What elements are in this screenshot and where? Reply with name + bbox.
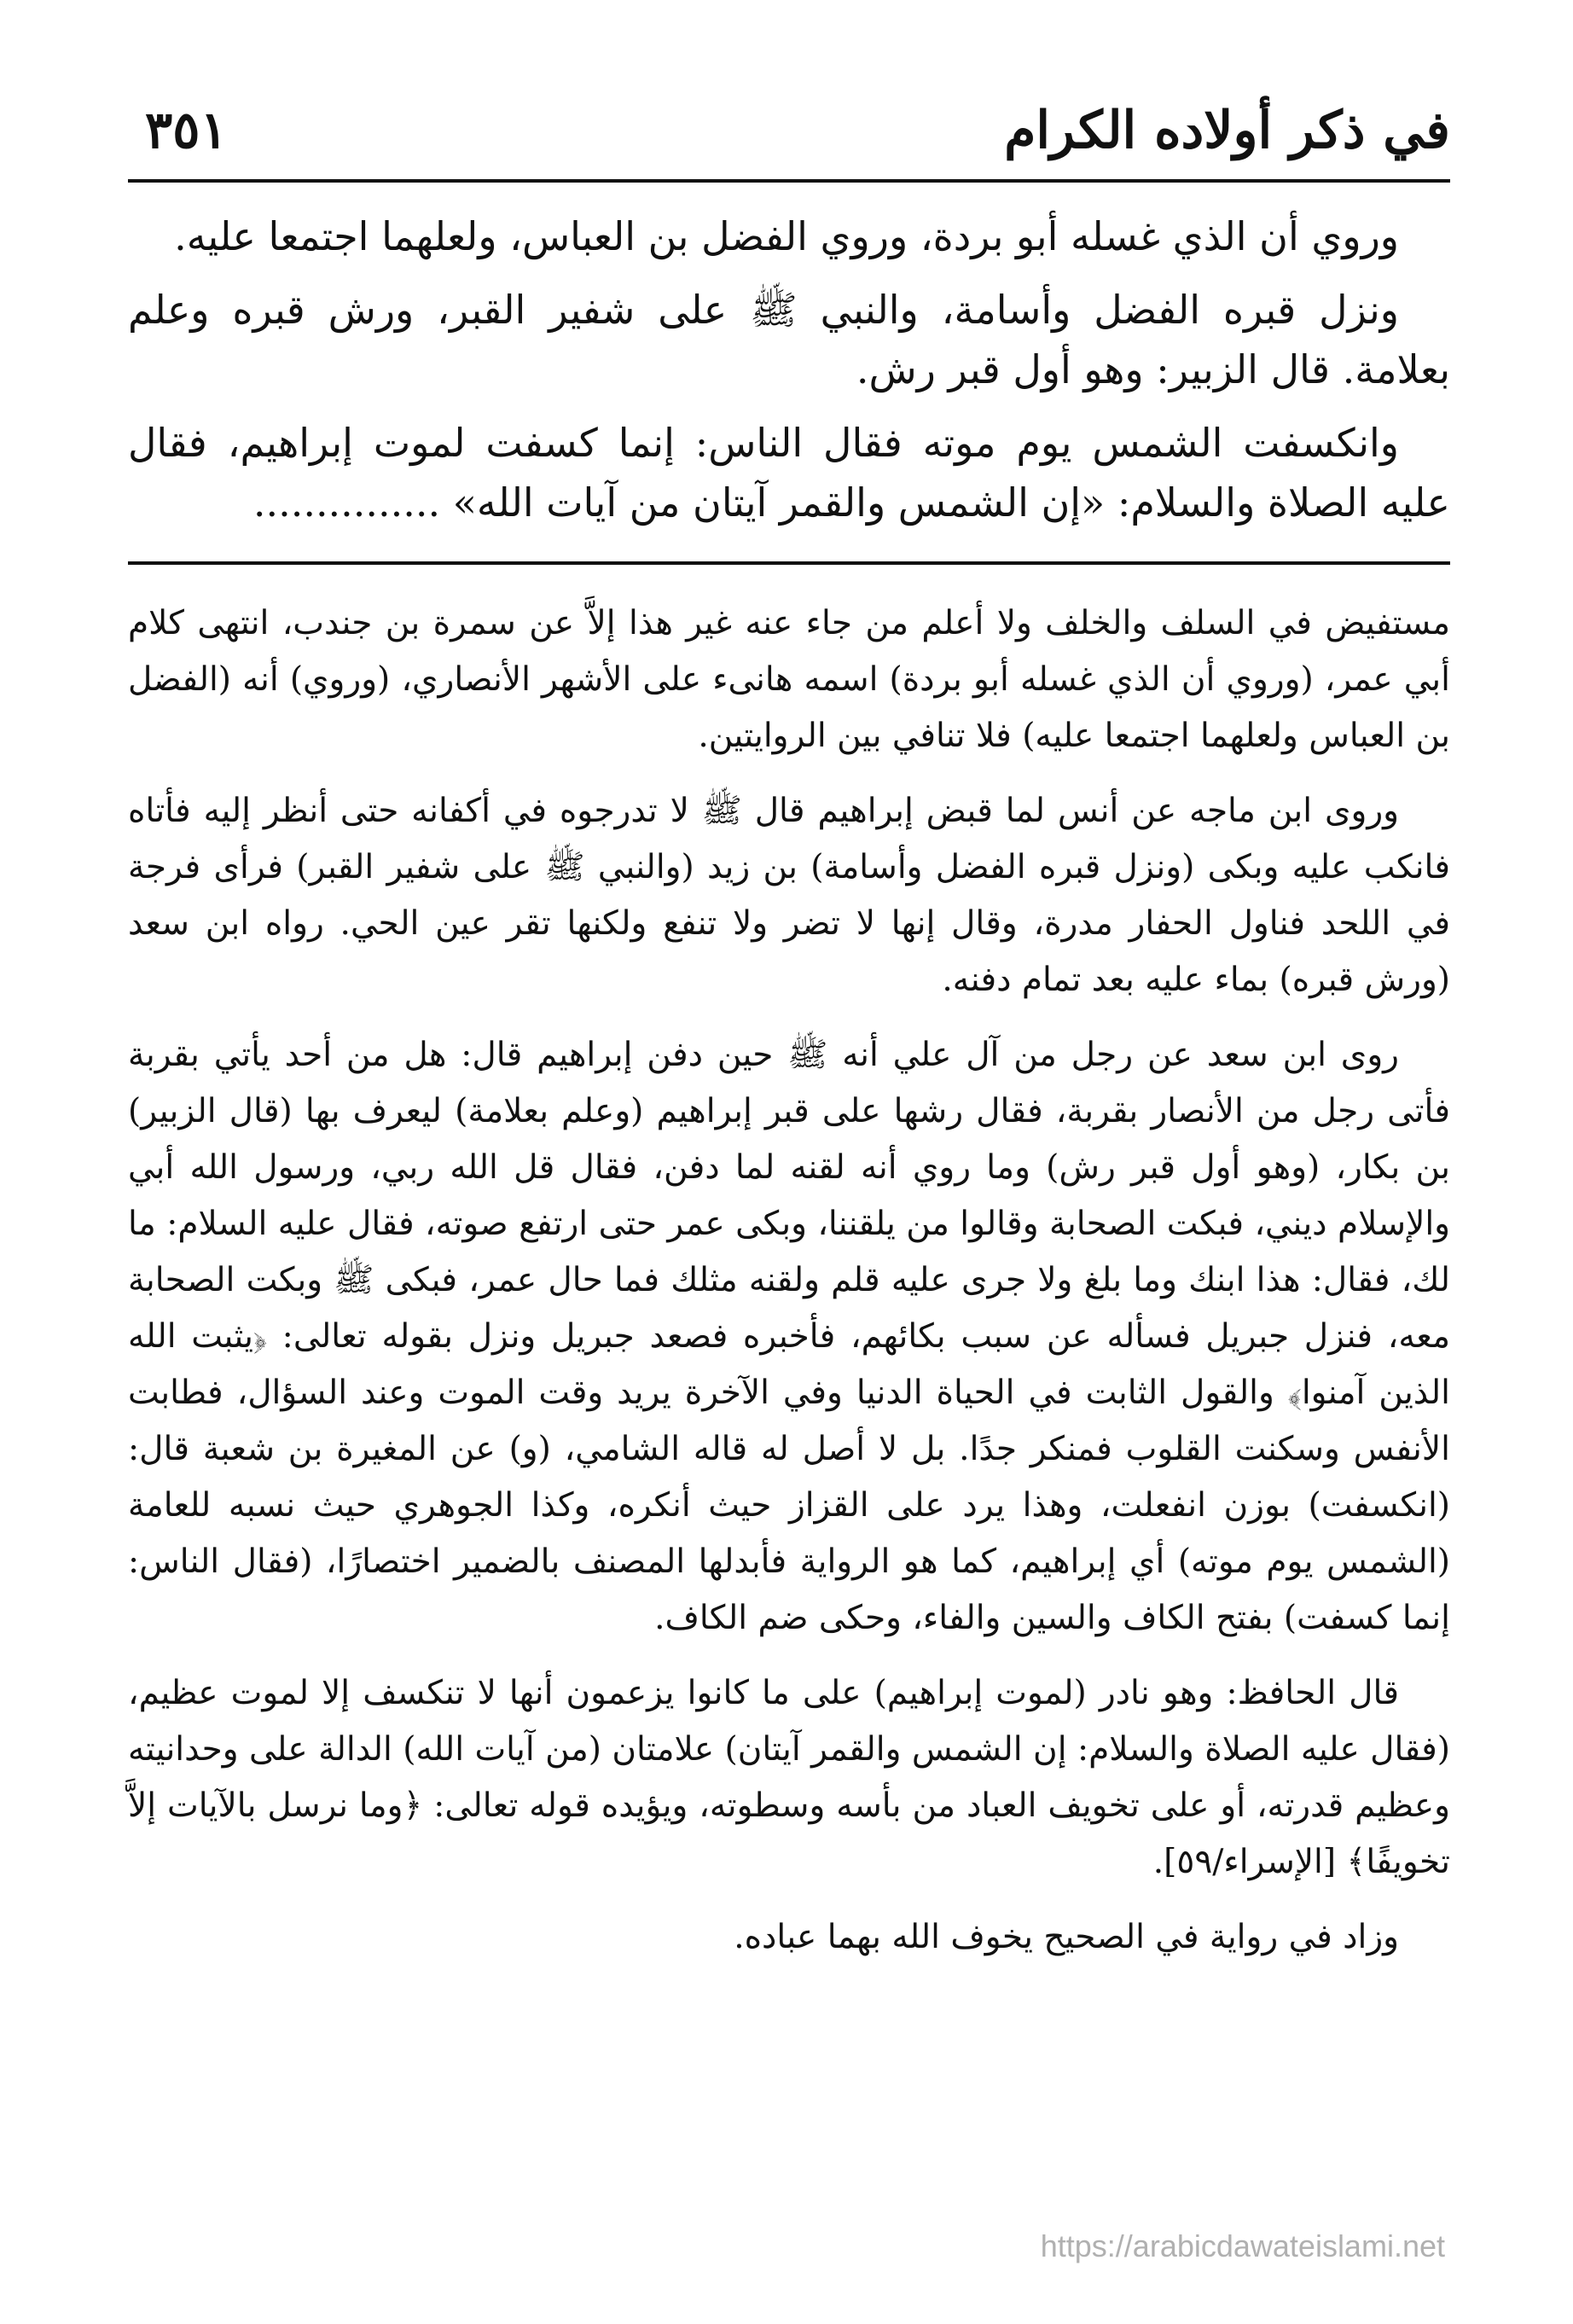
- commentary-paragraph: روى ابن سعد عن رجل من آل علي أنه ﷺ حين دفن إبراهيم قال: هل من أحد يأتي بقربة فأتى رجل من الأنصار بقربة، فقال رشها على قبر إبراهيم (وعلم بعلامة) ليعرف بها (قال الزبير) بن بكار، (وهو أول قبر رش) وما روي أنه لقنه لما دفن، فقال قل الله ربي، ورسول الله أبي والإسلام ديني، فبكت الصحابة وقالوا من يلقننا، وبكى عمر حتى ارتفع صوته، فقال عليه السلام: ما لك، فقال: هذا ابنك وما بلغ ولا جرى عليه قلم ولقنه مثلك فما حال عمر، فبكى ﷺ وبكت الصحابة معه، فنزل جبريل فسأله عن سبب بكائهم، فأخبره فصعد جبريل ونزل بقوله تعالى: ﴿يثبت الله الذين آمنوا﴾ والقول الثابت في الحياة الدنيا وفي الآخرة يريد وقت الموت وعند السؤال، فطابت الأنفس وسكنت القلوب فمنكر جدًا. بل لا أصل له قاله الشامي، (و) عن المغيرة بن شعبة قال: (انكسفت) بوزن انفعلت، وهذا يرد على القزاز حيث أنكره، وكذا الجوهري حيث نسبه للعامة (الشمس يوم موته) أي إبراهيم، كما هو الرواية فأبدلها المصنف بالضمير اختصارًا، (فقال الناس: إنما كسفت) بفتح الكاف والسين والفاء، وحكى ضم الكاف.: [128, 1036, 1450, 1637]
- running-title: في ذكر أولاده الكرام: [1004, 101, 1450, 160]
- main-text-paragraph: ونزل قبره الفضل وأسامة، والنبي ﷺ على شفير القبر، ورش قبره وعلم بعلامة. قال الزبير: وهو أول قبر رش.: [128, 287, 1450, 392]
- commentary-paragraph: مستفيض في السلف والخلف ولا أعلم من جاء عنه غير هذا إلاَّ عن سمرة بن جندب، انتهى كلام أبي عمر، (وروي أن الذي غسله أبو بردة) اسمه هانىء على الأشهر الأنصاري، (وروي) أنه (الفضل بن العباس ولعلهما اجتمعا عليه) فلا تنافي بين الروايتين.: [128, 604, 1450, 755]
- commentary-paragraph: وزاد في رواية في الصحيح يخوف الله بهما عباده.: [734, 1918, 1399, 1956]
- commentary-paragraph: قال الحافظ: وهو نادر (لموت إبراهيم) على ما كانوا يزعمون أنها لا تنكسف إلا لموت عظيم، (فقال عليه الصلاة والسلام: إن الشمس والقمر آيتان) علامتان (من آيات الله) الدالة على وحدانيته وعظيم قدرته، أو على تخويف العباد من بأسه وسطوته، ويؤيده قوله تعالى: ﴿وما نرسل بالآيات إلاَّ تخويفًا﴾ [الإسراء/٥٩].: [128, 1674, 1450, 1881]
- page-number: ٣٥١: [145, 101, 228, 160]
- commentary-text: [128, 565, 1450, 1966]
- commentary-paragraph: وروى ابن ماجه عن أنس لما قبض إبراهيم قال ﷺ لا تدرجوه في أكفانه حتى أنظر إليه فأتاه فانكب عليه وبكى (ونزل قبره الفضل وأسامة) بن زيد (والنبي ﷺ على شفير القبر) فرأى فرجة في اللحد فناول الحفار مدرة، وقال إنها لا تضر ولا تنفع ولكنها تقر عين الحي. رواه ابن سعد (ورش قبره) بماء عليه بعد تمام دفنه.: [128, 792, 1450, 999]
- main-text-paragraph: وانكسفت الشمس يوم موته فقال الناس: إنما كسفت لموت إبراهيم، فقال عليه الصلاة والسلام: «إن الشمس والقمر آيتان من آيات الله» ...............: [128, 420, 1450, 526]
- page-header: [128, 85, 1450, 179]
- watermark-url: https://arabicdawateislami.net: [1040, 2228, 1445, 2263]
- main-text: [128, 183, 1450, 561]
- book-page: [128, 85, 1450, 1984]
- main-text-paragraph: وروي أن الذي غسله أبو بردة، وروي الفضل بن العباس، ولعلهما اجتمعا عليه.: [174, 213, 1399, 259]
